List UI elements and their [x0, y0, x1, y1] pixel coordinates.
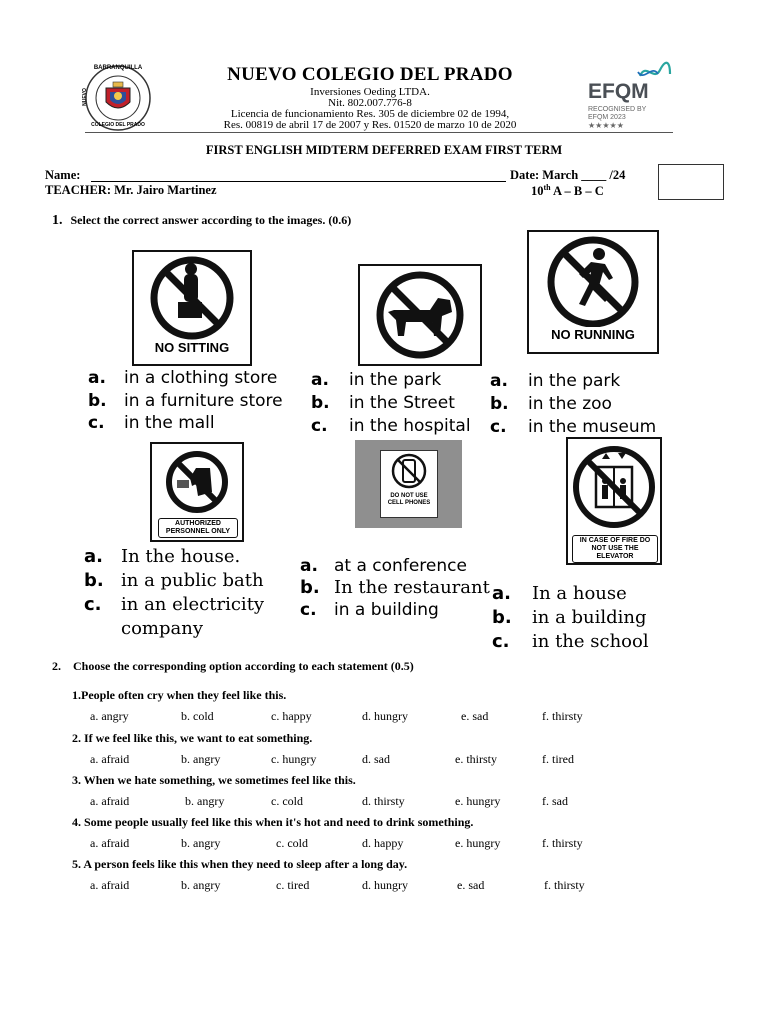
efqm-year: EFQM 2023	[588, 114, 626, 121]
option-a[interactable]	[84, 546, 240, 567]
choice-option[interactable]: f. thirsty	[542, 709, 583, 723]
grade-label	[531, 183, 604, 199]
option-a[interactable]	[490, 371, 620, 391]
choice-option[interactable]: d. thirsty	[362, 794, 405, 808]
option-text: in a furniture store	[124, 391, 283, 411]
section1-number: 1.	[52, 213, 63, 228]
sign-label: DO NOT USE CELL PHONES	[387, 493, 431, 506]
header-line-2: Nit. 802.007.776-8	[328, 97, 412, 109]
choice-option[interactable]: b. angry	[181, 878, 221, 892]
option-text: in the hospital	[349, 416, 471, 436]
option-b[interactable]	[300, 577, 490, 598]
option-c-continued	[121, 618, 203, 639]
option-letter: a.	[300, 556, 318, 576]
choice-option[interactable]: f. thirsty	[544, 878, 585, 892]
section2-instruction: Choose the corresponding option according to each statement (0.5)	[73, 659, 414, 673]
option-a[interactable]	[300, 556, 467, 576]
school-name: NUEVO COLEGIO DEL PRADO	[227, 64, 513, 85]
choice-option[interactable]: e. hungry	[455, 836, 501, 850]
authorized-personnel-sign	[150, 442, 244, 542]
option-b[interactable]	[84, 570, 264, 591]
option-c[interactable]	[84, 594, 264, 615]
option-text: in the zoo	[528, 394, 612, 414]
choice-option[interactable]: b. angry	[185, 794, 225, 808]
option-letter: b.	[490, 394, 509, 414]
option-c[interactable]	[492, 631, 649, 652]
option-letter: c.	[492, 631, 510, 652]
choice-option[interactable]: d. hungry	[362, 709, 408, 723]
option-text: in a public bath	[121, 570, 264, 591]
statement-2: 2. If we feel like this, we want to eat something.	[72, 731, 313, 745]
option-text: in an electricity	[121, 594, 265, 615]
name-field-line[interactable]	[91, 181, 506, 182]
option-b[interactable]	[311, 393, 455, 413]
choice-option[interactable]: c. cold	[271, 794, 303, 808]
option-text: In the restaurant	[334, 577, 490, 598]
option-c[interactable]	[300, 600, 439, 620]
no-dogs-sign	[358, 264, 482, 366]
section1-instruction: Select the correct answer according to the images. (0.6)	[70, 213, 352, 227]
logo-text-bottom: COLEGIO DEL PRADO	[91, 122, 145, 128]
option-a[interactable]	[311, 370, 441, 390]
option-b[interactable]	[88, 391, 283, 411]
option-letter: a.	[490, 371, 508, 391]
no-sitting-sign	[132, 250, 252, 366]
option-letter: b.	[311, 393, 330, 413]
choice-option[interactable]: f. sad	[542, 794, 568, 808]
option-c[interactable]	[311, 416, 471, 436]
efqm-name: EFQM	[588, 80, 649, 103]
header-divider	[85, 132, 673, 133]
choice-option[interactable]: e. sad	[461, 709, 489, 723]
no-running-sign	[527, 230, 659, 354]
option-text: in a building	[532, 607, 647, 628]
choice-option[interactable]: e. thirsty	[455, 752, 497, 766]
logo-text-left: NUEVO	[81, 88, 88, 106]
phone-icon	[381, 451, 437, 491]
option-text: in the mall	[124, 413, 215, 433]
option-letter: a.	[492, 583, 511, 604]
header-line-4: Res. 00819 de abril 17 de 2007 y Res. 01520 de marzo 10 de 2020	[223, 119, 517, 131]
efqm-logo	[586, 60, 678, 130]
choice-option[interactable]: d. hungry	[362, 878, 408, 892]
option-letter: c.	[84, 594, 102, 615]
teacher-label: TEACHER: Mr. Jairo Martinez	[45, 183, 217, 197]
choice-option[interactable]: a. afraid	[90, 836, 130, 850]
choice-option[interactable]: a. afraid	[90, 794, 130, 808]
choice-option[interactable]: f. tired	[542, 752, 574, 766]
option-letter: c.	[88, 413, 105, 433]
choice-option[interactable]: b. angry	[181, 752, 221, 766]
score-box[interactable]	[658, 164, 724, 200]
sign-label: AUTHORIZED PERSONNEL ONLY	[158, 518, 238, 538]
exam-title: FIRST ENGLISH MIDTERM DEFERRED EXAM FIRST TERM	[205, 143, 563, 157]
name-label: Name:	[45, 168, 81, 182]
choice-option[interactable]: f. thirsty	[542, 836, 583, 850]
choice-option[interactable]: c. happy	[271, 709, 312, 723]
choice-option[interactable]: c. hungry	[271, 752, 317, 766]
option-text: company	[121, 618, 204, 639]
option-letter: c.	[490, 417, 507, 437]
option-text: in the Street	[349, 393, 455, 413]
date-label: Date: March ____ /24	[510, 168, 626, 182]
option-text: in the museum	[528, 417, 657, 437]
option-letter: c.	[311, 416, 328, 436]
option-letter: c.	[300, 600, 317, 620]
choice-option[interactable]: a. angry	[90, 709, 129, 723]
option-a[interactable]	[492, 583, 627, 604]
option-text: In a house	[532, 583, 627, 604]
option-text: in the school	[532, 631, 649, 652]
sign-label: NO SITTING	[154, 340, 230, 355]
no-elevator-fire-sign	[566, 437, 662, 565]
option-text: In the house.	[121, 546, 241, 567]
option-c[interactable]	[88, 413, 215, 433]
choice-option[interactable]: b. cold	[181, 709, 214, 723]
choice-option[interactable]: c. tired	[276, 878, 310, 892]
choice-option[interactable]: a. afraid	[90, 752, 130, 766]
grade-number: 10	[531, 184, 544, 199]
option-b[interactable]	[490, 394, 612, 414]
choice-option[interactable]: d. happy	[362, 836, 404, 850]
efqm-recognised: RECOGNISED BY	[588, 106, 647, 113]
logo-text-top: BARRANQUILLA	[93, 65, 143, 71]
option-text: in a clothing store	[124, 368, 278, 388]
option-c[interactable]	[490, 417, 656, 437]
choice-option[interactable]: b. angry	[181, 836, 221, 850]
school-logo	[81, 64, 152, 132]
section2-title	[52, 659, 414, 674]
grade-suffix: th	[543, 183, 551, 192]
choice-option[interactable]: a. afraid	[90, 878, 130, 892]
efqm-stars: ★★★★★	[588, 121, 624, 130]
option-text: in a building	[334, 600, 439, 620]
choice-option[interactable]: e. hungry	[455, 794, 501, 808]
sign-label: IN CASE OF FIRE DO NOT USE THE ELEVATOR	[572, 535, 658, 563]
option-text: in the park	[528, 371, 621, 391]
header-line-3: Licencia de funcionamiento Res. 305 de diciembre 02 de 1994,	[230, 108, 510, 120]
option-letter: b.	[492, 607, 512, 628]
option-letter: b.	[300, 577, 320, 598]
option-a[interactable]	[88, 368, 277, 388]
sign-label: NO RUNNING	[551, 327, 635, 342]
statement-1: 1.People often cry when they feel like this.	[72, 688, 287, 702]
option-text: in the park	[349, 370, 442, 390]
section2-number: 2.	[52, 659, 61, 673]
grade-groups: A – B – C	[550, 184, 604, 199]
section1-title	[52, 213, 351, 229]
choice-option[interactable]: e. sad	[457, 878, 485, 892]
option-letter: b.	[88, 391, 107, 411]
statement-3: 3. When we hate something, we sometimes feel like this.	[72, 773, 356, 787]
statement-4: 4. Some people usually feel like this when it's hot and need to drink something.	[72, 815, 474, 829]
option-letter: b.	[84, 570, 104, 591]
statement-5: 5. A person feels like this when they need to sleep after a long day.	[72, 857, 408, 871]
option-letter: a.	[311, 370, 329, 390]
choice-option[interactable]: d. sad	[362, 752, 390, 766]
option-text: at a conference	[334, 556, 467, 576]
option-b[interactable]	[492, 607, 647, 628]
choice-option[interactable]: c. cold	[276, 836, 308, 850]
header-line-1: Inversiones Oeding LTDA.	[310, 86, 430, 98]
option-letter: a.	[84, 546, 103, 567]
no-cell-phones-sign	[355, 440, 462, 528]
option-letter: a.	[88, 368, 106, 388]
